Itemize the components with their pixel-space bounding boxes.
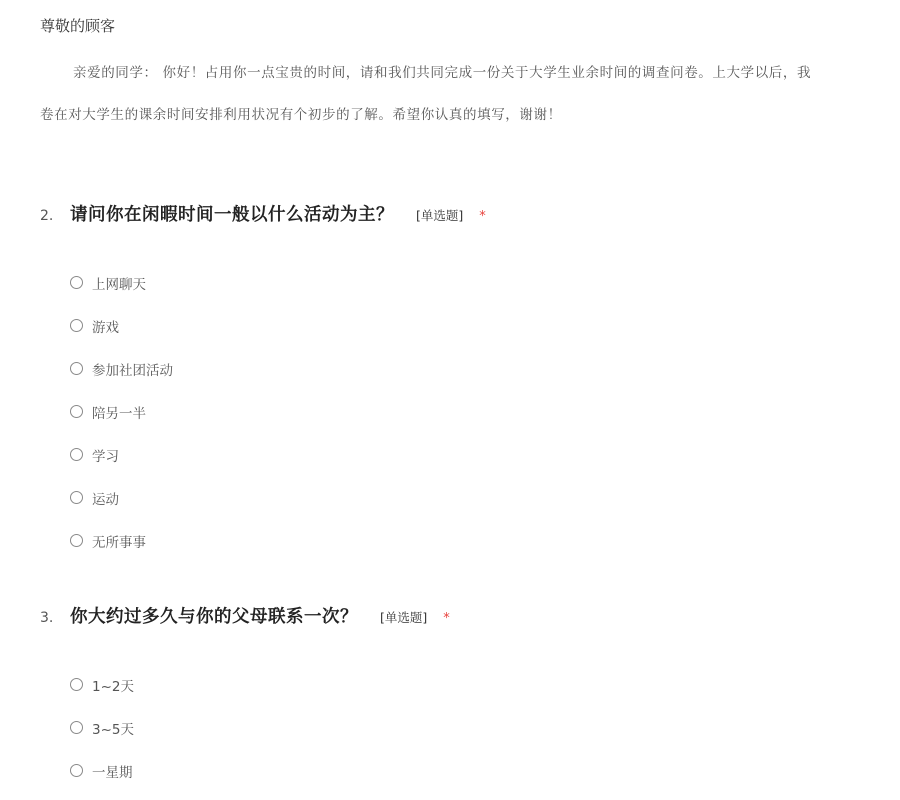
radio-button[interactable]: [70, 678, 83, 691]
intro-paragraph: [40, 52, 900, 136]
option-shangwang-liaotian[interactable]: [70, 261, 173, 304]
option-label: 上网聊天: [92, 276, 146, 293]
option-label: 3~5天: [92, 721, 134, 738]
question-3: [40, 603, 880, 628]
question-number: 3.: [40, 610, 54, 626]
question-3-options: [70, 663, 134, 792]
greeting-text: 尊敬的顾客: [40, 17, 116, 35]
question-title-row: [40, 603, 880, 628]
option-label: 一星期: [92, 764, 133, 781]
radio-button[interactable]: [70, 491, 83, 504]
radio-button[interactable]: [70, 362, 83, 375]
option-pei-lingyiban[interactable]: [70, 390, 173, 433]
question-type-label: [单选题]: [416, 208, 464, 223]
intro-line-2: 卷在对大学生的课余时间安排利用状况有个初步的了解。希望你认真的填写，谢谢！: [40, 107, 562, 123]
option-yundong[interactable]: [70, 476, 173, 519]
question-2: [40, 201, 880, 226]
option-label: 学习: [92, 448, 119, 465]
question-text: 请问你在闲暇时间一般以什么活动为主？: [70, 205, 394, 225]
option-youxi[interactable]: [70, 304, 173, 347]
radio-button[interactable]: [70, 721, 83, 734]
radio-button[interactable]: [70, 319, 83, 332]
required-marker: *: [479, 209, 486, 224]
option-xuexi[interactable]: [70, 433, 173, 476]
option-label: 运动: [92, 491, 119, 508]
option-label: 1~2天: [92, 678, 134, 695]
question-text: 你大约过多久与你的父母联系一次？: [70, 607, 358, 627]
question-number: 2.: [40, 208, 54, 224]
option-3-5-days[interactable]: [70, 706, 134, 749]
question-2-options: [70, 261, 173, 562]
radio-button[interactable]: [70, 276, 83, 289]
option-label: 陪另一半: [92, 405, 146, 422]
option-label: 无所事事: [92, 534, 146, 551]
option-canjia-shetuan[interactable]: [70, 347, 173, 390]
radio-button[interactable]: [70, 405, 83, 418]
question-type-label: [单选题]: [380, 610, 428, 625]
radio-button[interactable]: [70, 534, 83, 547]
option-label: 参加社团活动: [92, 362, 173, 379]
intro-line-1: 亲爱的同学： 你好！占用你一点宝贵的时间，请和我们共同完成一份关于大学生业余时间的调查问卷。上大学以后，我: [73, 65, 812, 81]
radio-button[interactable]: [70, 448, 83, 461]
option-one-week[interactable]: [70, 749, 134, 792]
required-marker: *: [443, 611, 450, 626]
option-label: 游戏: [92, 319, 119, 336]
radio-button[interactable]: [70, 764, 83, 777]
option-1-2-days[interactable]: [70, 663, 134, 706]
option-wusuo-shishi[interactable]: [70, 519, 173, 562]
question-title-row: [40, 201, 880, 226]
